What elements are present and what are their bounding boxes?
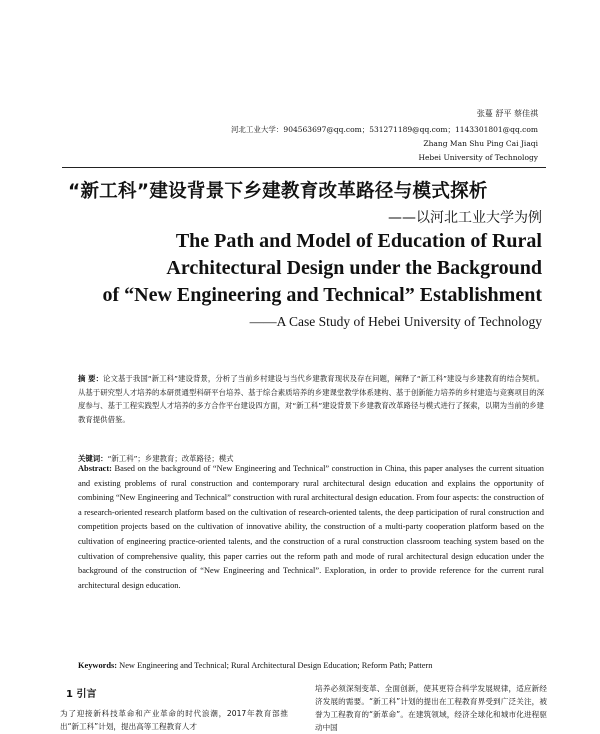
title-chinese: “新工科”建设背景下乡建教育改革路径与模式探析 [68, 181, 488, 202]
authors-chinese: 张蔓 舒平 蔡佳祺 [476, 109, 538, 118]
abstract-cn-label: 摘 要： [78, 374, 104, 383]
body-left-column: 为了迎接新科技革命和产业革命的时代浪潮，2017年教育部推出“新工科”计划，提出高等工程教育人才 [60, 709, 288, 731]
title-english-line-2: Architectural Design under the Background [166, 257, 542, 279]
body-right-column: 培养必须深刻变革、全面创新，使其更符合科学发展规律，适应新经济发展的需要。“新工科”计划的提出在工程教育界受到广泛关注，被誉为工程教育的“新革命”。在建筑领域，经济全球化和城市化进程驱动中国 [315, 684, 547, 732]
abstract-en-label: Abstract: [78, 464, 112, 473]
authors-english: Zhang Man Shu Ping Cai Jiaqi [423, 139, 538, 148]
subtitle-english: ——A Case Study of Hebei University of Technology [249, 314, 542, 329]
keywords-cn-label: 关键词： [78, 454, 108, 463]
keywords-en-label: Keywords: [78, 661, 118, 670]
abstract-chinese [78, 372, 544, 426]
section-heading-introduction: 1 引言 [66, 689, 97, 700]
affiliation-emails: 河北工业大学：904563697@qq.com；531271189@qq.com；1143301801@qq.com [230, 125, 538, 134]
affiliation-english: Hebei University of Technology [418, 153, 538, 162]
abstract-en-text: Based on the background of “New Engineering and Technical” construction in China, this paper analyses the current situation and existing problems of rural construction and contemporary rural architectural design education and explains the opportunity of combining “New Engineering and Technical” construction with rural architectural design education. From four aspects: the construction of a research-oriented research platform based on the cultivation of research-oriented talents, the deep participation of rural construction and competition projects based on the cultivation of innovative ability, the construction of a multi-party cooperation platform based on the cultivation of engineering practice-oriented talents, and the construction of a rural construction classroom teaching system based on the cultivation of comprehensive quality, this paper carries out the reform path and mode of rural architectural design education under the background of the construction of “New Engineering and Technical”. Exploration, in order to provide reference for the current rural architectural design education. [78, 464, 544, 590]
keywords-en-text: New Engineering and Technical; Rural Architectural Design Education; Reform Path; Pattern [119, 661, 433, 670]
keywords-english [78, 661, 432, 670]
subtitle-chinese: ——以河北工业大学为例 [388, 210, 542, 226]
title-english-line-3: of “New Engineering and Technical” Establishment [102, 284, 542, 306]
header-rule [62, 167, 546, 168]
abstract-english [78, 462, 544, 593]
abstract-cn-text: 论文基于我国“新工科”建设背景，分析了当前乡村建设与当代乡建教育现状及存在问题，阐释了“新工科”建设与乡建教育的结合契机。从基于研究型人才培养的本研贯通型科研平台培养、基于综合素质培养的乡建课堂教学体系建构、基于创新能力培养的乡村建造与竞赛项目的深度参与、基于工程实践型人才培养的多方合作平台建设四方面，对“新工科”建设背景下乡建教育改革路径与模式进行了探索，以期为当前的乡建教育提供借鉴。 [78, 374, 544, 424]
title-english-line-1: The Path and Model of Education of Rural [175, 230, 542, 252]
keywords-cn-text: “新工科”；乡建教育；改革路径；模式 [107, 454, 234, 463]
